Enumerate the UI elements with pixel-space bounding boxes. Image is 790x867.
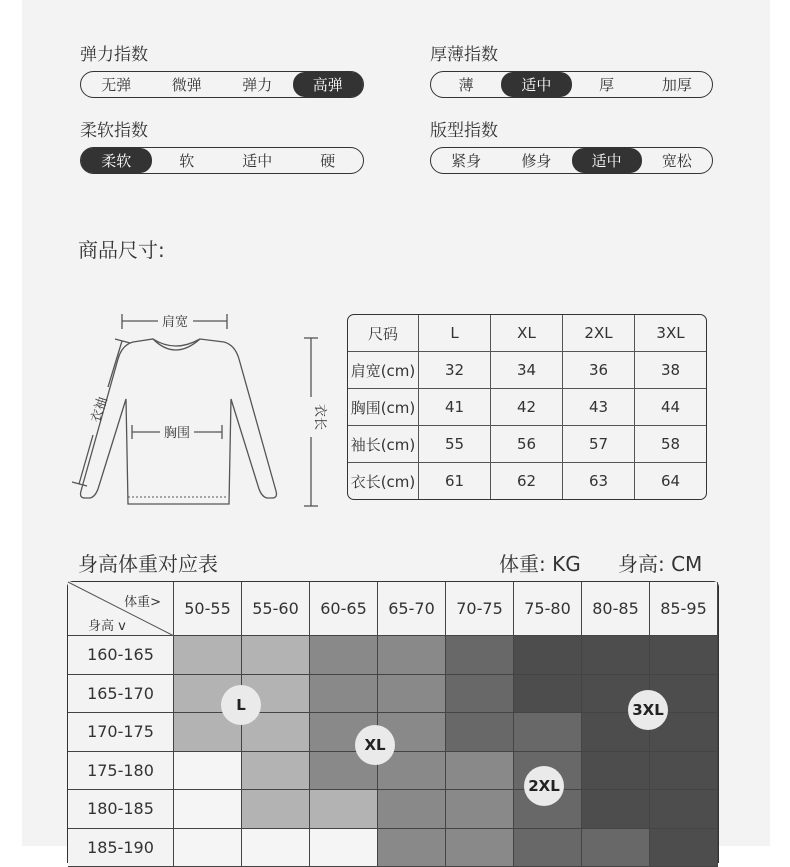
- size-table-row: [348, 352, 706, 389]
- weight-header-cell: 85-95: [650, 582, 718, 636]
- size-value-cell: 62: [491, 463, 563, 499]
- weight-header-cell: 55-60: [242, 582, 310, 636]
- elasticity-option: 高弹: [293, 72, 364, 97]
- shirt-diagram: [50, 305, 310, 515]
- size-value-cell: 63: [563, 463, 635, 499]
- size-table: [347, 314, 707, 500]
- height-row-label: 175-180: [68, 752, 174, 791]
- size-zone-cell: [242, 752, 310, 791]
- softness-option: 软: [152, 148, 223, 173]
- softness-option: 适中: [222, 148, 293, 173]
- thickness-option: 薄: [431, 72, 501, 97]
- shoulder-label: 肩宽: [162, 315, 188, 330]
- size-value-cell: 61: [419, 463, 491, 499]
- corner-height-label: 身高 v: [88, 615, 126, 634]
- size-zone-cell: [446, 829, 514, 867]
- fit-option: 修身: [501, 148, 571, 173]
- weight-header-cell: 70-75: [446, 582, 514, 636]
- thickness-option: 厚: [572, 72, 642, 97]
- size-value-cell: 34: [491, 352, 563, 389]
- size-value-cell: 41: [419, 389, 491, 426]
- elasticity-selector: [80, 71, 364, 98]
- size-value-cell: 36: [563, 352, 635, 389]
- elasticity-option: 无弹: [81, 72, 152, 97]
- size-badge: L: [221, 685, 261, 725]
- weight-header-cell: 50-55: [174, 582, 242, 636]
- page-background: [22, 0, 770, 846]
- size-section-title: 商品尺寸:: [78, 234, 165, 263]
- size-value-cell: 38: [635, 352, 706, 389]
- weight-header-cell: 60-65: [310, 582, 378, 636]
- measure-label-cell: 胸围(cm): [348, 389, 419, 426]
- size-value-cell: 57: [563, 426, 635, 463]
- height-weight-grid: [67, 581, 719, 863]
- softness-option: 柔软: [81, 148, 152, 173]
- size-value-cell: 58: [635, 426, 706, 463]
- fit-selector: [430, 147, 713, 174]
- size-zone-cell: [310, 790, 378, 829]
- size-header-cell: L: [419, 315, 491, 352]
- height-row-label: 185-190: [68, 829, 174, 867]
- weight-header-cell: 80-85: [582, 582, 650, 636]
- thickness-option: 适中: [501, 72, 571, 97]
- size-zone-cell: [446, 713, 514, 752]
- size-zone-cell: [650, 636, 718, 675]
- thickness-title: 厚薄指数: [430, 40, 498, 65]
- size-header-cell: 2XL: [563, 315, 635, 352]
- size-zone-cell: [174, 752, 242, 791]
- length-label: 衣长: [312, 404, 327, 430]
- size-zone-cell: [378, 636, 446, 675]
- elasticity-option: 微弹: [152, 72, 223, 97]
- weight-unit-label: 体重: KG: [499, 548, 581, 577]
- size-value-cell: 56: [491, 426, 563, 463]
- sleeve-label: 衣袖: [88, 395, 111, 425]
- grid-corner-cell: [68, 582, 174, 636]
- size-value-cell: 64: [635, 463, 706, 499]
- size-header-cell: XL: [491, 315, 563, 352]
- size-zone-cell: [174, 829, 242, 867]
- size-zone-cell: [174, 636, 242, 675]
- weight-header-cell: 65-70: [378, 582, 446, 636]
- size-value-cell: 43: [563, 389, 635, 426]
- size-table-row: [348, 426, 706, 463]
- size-value-cell: 44: [635, 389, 706, 426]
- size-table-row: [348, 389, 706, 426]
- hw-section-title: 身高体重对应表: [78, 548, 218, 577]
- measure-label-cell: 袖长(cm): [348, 426, 419, 463]
- size-table-header-row: [348, 315, 706, 352]
- size-zone-cell: [514, 636, 582, 675]
- size-zone-cell: [446, 636, 514, 675]
- size-zone-cell: [514, 713, 582, 752]
- size-header-cell: 尺码: [348, 315, 419, 352]
- height-row-label: 180-185: [68, 790, 174, 829]
- size-header-cell: 3XL: [635, 315, 706, 352]
- size-value-cell: 42: [491, 389, 563, 426]
- corner-weight-label: 体重>: [124, 591, 161, 610]
- size-badge: 3XL: [628, 690, 668, 730]
- fit-option: 紧身: [431, 148, 501, 173]
- softness-option: 硬: [293, 148, 364, 173]
- thickness-selector: [430, 71, 713, 98]
- size-zone-cell: [446, 790, 514, 829]
- height-row-label: 165-170: [68, 675, 174, 714]
- weight-header-cell: 75-80: [514, 582, 582, 636]
- size-zone-cell: [378, 829, 446, 867]
- size-zone-cell: [650, 829, 718, 867]
- size-zone-cell: [582, 829, 650, 867]
- size-zone-cell: [174, 790, 242, 829]
- chest-label: 胸围: [164, 426, 190, 441]
- size-zone-cell: [582, 636, 650, 675]
- measure-label-cell: 衣长(cm): [348, 463, 419, 499]
- height-row-label: 170-175: [68, 713, 174, 752]
- size-zone-cell: [242, 829, 310, 867]
- size-zone-cell: [310, 829, 378, 867]
- size-zone-cell: [310, 636, 378, 675]
- size-zone-cell: [514, 675, 582, 714]
- measure-label-cell: 肩宽(cm): [348, 352, 419, 389]
- thickness-option: 加厚: [642, 72, 712, 97]
- size-zone-cell: [582, 790, 650, 829]
- size-badge: XL: [355, 725, 395, 765]
- size-zone-cell: [650, 790, 718, 829]
- elasticity-option: 弹力: [222, 72, 293, 97]
- size-value-cell: 55: [419, 426, 491, 463]
- fit-option: 适中: [572, 148, 642, 173]
- size-badge: 2XL: [524, 766, 564, 806]
- size-zone-cell: [514, 829, 582, 867]
- fit-option: 宽松: [642, 148, 712, 173]
- size-value-cell: 32: [419, 352, 491, 389]
- size-zone-cell: [446, 752, 514, 791]
- size-zone-cell: [378, 675, 446, 714]
- size-zone-cell: [446, 675, 514, 714]
- size-zone-cell: [242, 636, 310, 675]
- size-zone-cell: [582, 752, 650, 791]
- size-zone-cell: [310, 675, 378, 714]
- size-table-row: [348, 463, 706, 499]
- size-zone-cell: [650, 752, 718, 791]
- height-unit-label: 身高: CM: [618, 548, 702, 577]
- size-zone-cell: [378, 790, 446, 829]
- elasticity-title: 弹力指数: [80, 40, 148, 65]
- height-row-label: 160-165: [68, 636, 174, 675]
- size-zone-cell: [242, 790, 310, 829]
- softness-title: 柔软指数: [80, 116, 148, 141]
- fit-title: 版型指数: [430, 116, 498, 141]
- softness-selector: [80, 147, 364, 174]
